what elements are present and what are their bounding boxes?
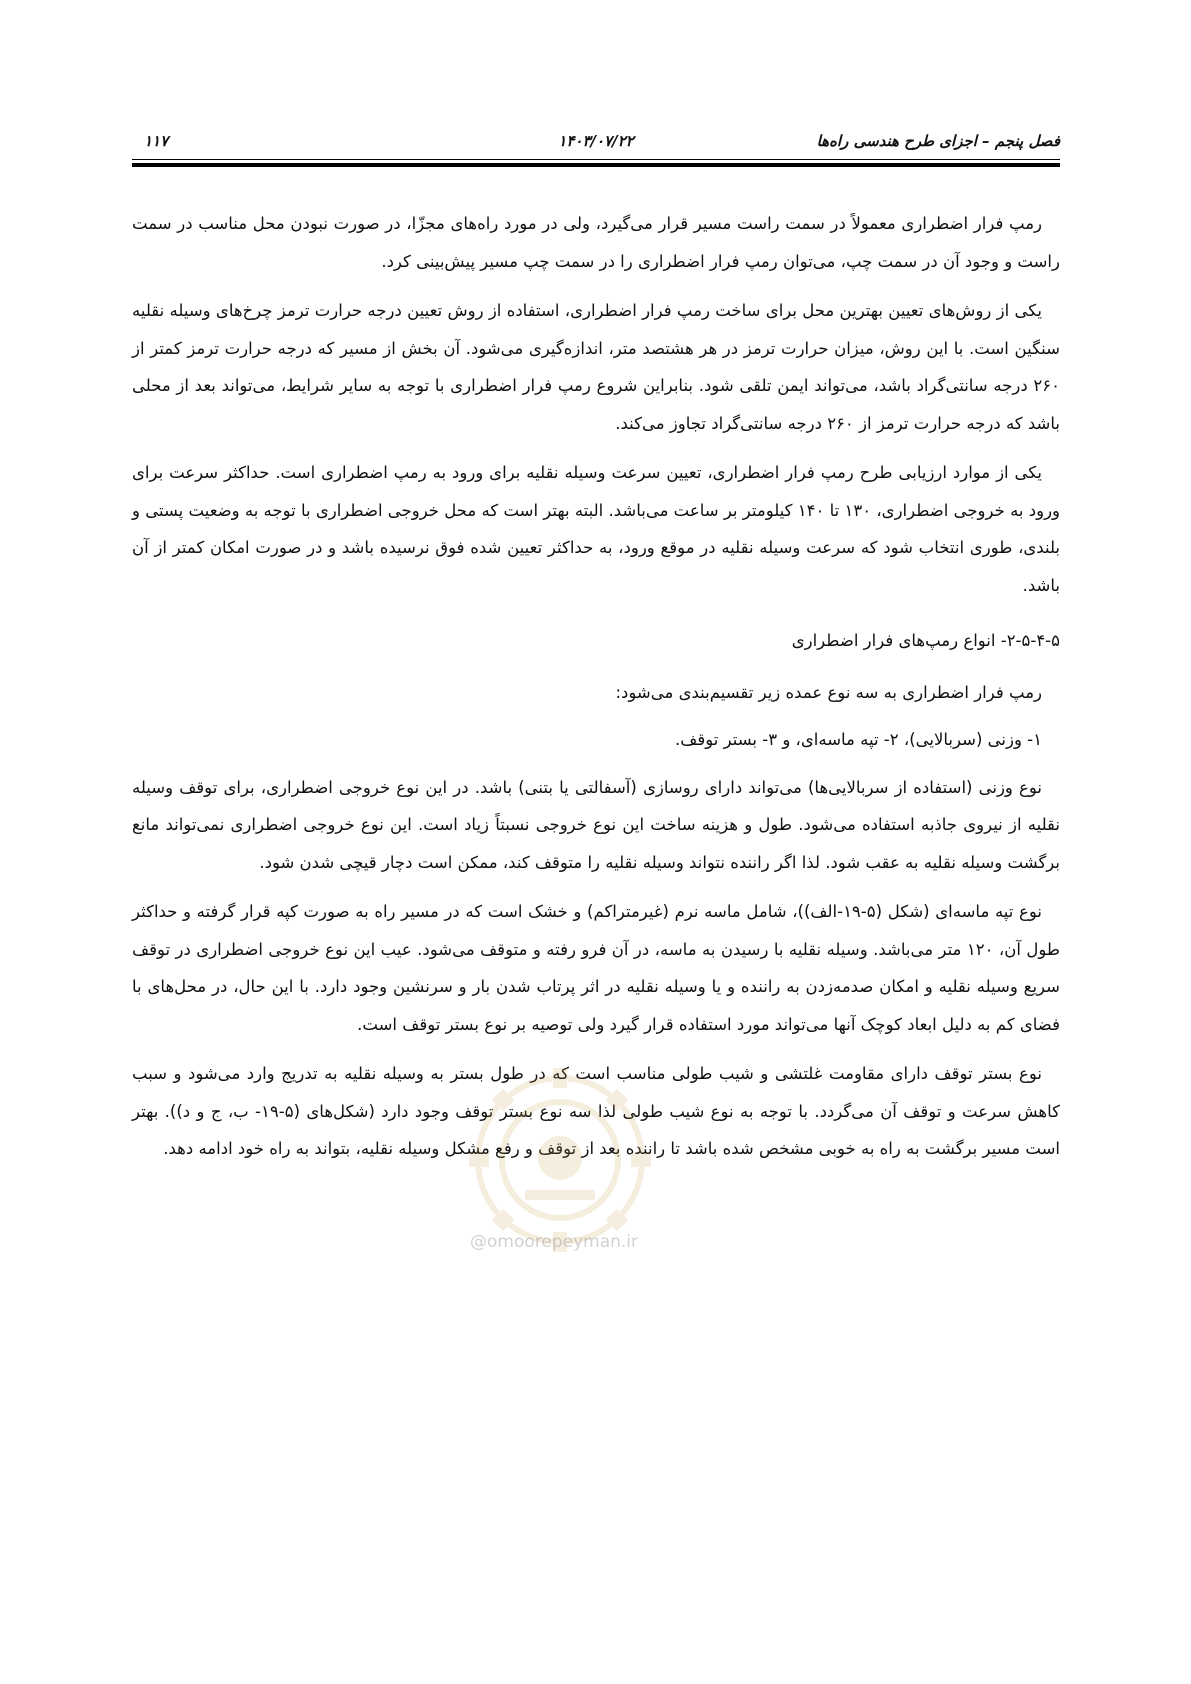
header-rule-thick xyxy=(132,163,1060,167)
paragraph: رمپ فرار اضطراری معمولاً در سمت راست مسیر قرار می‌گیرد، ولی در مورد راه‌های مجزّا، در صورت نبودن محل مناسب در سمت راست و وجود آن در سمت چپ، می‌توان رمپ فرار اضطراری را در سمت چپ مسیر پیش‌بینی کرد. xyxy=(132,214,1060,271)
watermark-url: @omoorepeyman.ir xyxy=(470,1232,639,1252)
header-rule-thin xyxy=(132,159,1060,160)
page-header xyxy=(132,128,1060,154)
list-line: ۱- وزنی (سربالایی)، ۲- تپه ماسه‌ای، و ۳- بستر توقف. xyxy=(675,730,1042,749)
paragraph: یکی از روش‌های تعیین بهترین محل برای ساخت رمپ فرار اضطراری، استفاده از روش تعیین درجه حرارت ترمز چرخ‌های وسیله نقلیه سنگین است. با این روش، میزان حرارت ترمز در هر هشتصد متر، اندازه‌گیری می‌شود. آن بخش از مسیر که درجه حرارت ترمز کمتر از ۲۶۰ درجه سانتی‌گراد باشد، می‌تواند ایمن تلقی شود. بنابراین شروع رمپ فرار اضطراری با توجه به سایر شرایط، می‌تواند بعد از محلی باشد که درجه حرارت ترمز از ۲۶۰ درجه سانتی‌گراد تجاوز می‌کند. xyxy=(132,301,1060,433)
chapter-title: فصل پنجم – اجزای طرح هندسی راه‌ها xyxy=(816,132,1060,150)
paragraph: یکی از موارد ارزیابی طرح رمپ فرار اضطراری، تعیین سرعت وسیله نقلیه برای ورود به رمپ اضطراری است. حداکثر سرعت برای ورود به خروجی اضطراری، ۱۳۰ تا ۱۴۰ کیلومتر بر ساعت می‌باشد. البته بهتر است که محل خروجی اضطراری با توجه به وضعیت پستی و بلندی، طوری انتخاب شود که سرعت وسیله نقلیه در موقع ورود، به حداکثر تعیین شده فوق نرسیده باشد و در صورت امکان کمتر از آن باشد. xyxy=(132,463,1061,595)
paragraph: نوع بستر توقف دارای مقاومت غلتشی و شیب طولی مناسب است که در طول بستر به وسیله نقلیه به تدریج وارد می‌شود و سبب کاهش سرعت و توقف آن می‌گردد. با توجه به نوع شیب طولی لذا سه نوع بستر توقف وجود دارد (شکل‌های (۵-۱۹- ب، ج و د)). بهتر است مسیر برگشت به راه به خوبی مشخص شده باشد تا راننده بعد از توقف و رفع مشکل وسیله نقلیه، بتواند به راه خود ادامه دهد. xyxy=(132,1064,1061,1158)
page-number: ۱۱۷ xyxy=(144,132,169,150)
section-heading: ۲-۵-۴-۵- انواع رمپ‌های فرار اضطراری xyxy=(791,631,1060,650)
paragraph: نوع وزنی (استفاده از سربالایی‌ها) می‌تواند دارای روسازی (آسفالتی یا بتنی) باشد. در این نوع خروجی اضطراری، برای توقف وسیله نقلیه از نیروی جاذبه استفاده می‌شود. طول و هزینه ساخت این نوع خروجی نسبتاً زیاد است. این نوع خروجی اضطراری نمی‌تواند مانع برگشت وسیله نقلیه به عقب شود. لذا اگر راننده نتواند وسیله نقلیه را متوقف کند، ممکن است دچار قیچی شدن شود. xyxy=(132,777,1060,872)
body-text xyxy=(132,205,1060,1180)
paragraph: رمپ فرار اضطراری به سه نوع عمده زیر تقسیم‌بندی می‌شود: xyxy=(615,682,1042,702)
header-date: ۱۴۰۳/۰۷/۲۲ xyxy=(558,132,634,150)
paragraph: نوع تپه ماسه‌ای (شکل (۵-۱۹-الف))، شامل ماسه نرم (غیرمتراکم) و خشک است که در مسیر راه به صورت کپه قرار گرفته و حداکثر طول آن، ۱۲۰ متر می‌باشد. وسیله نقلیه با رسیدن به ماسه، در آن فرو رفته و متوقف می‌شود. عیب این نوع خروجی اضطراری در توقف سریع وسیله نقلیه و امکان صدمه‌زدن به راننده و یا وسیله نقلیه در اثر پرتاب شدن بار و سرنشین وجود دارد. با این حال، در محل‌های با فضای کم به دلیل ابعاد کوچک آنها می‌تواند مورد استفاده قرار گیرد ولی توصیه بر نوع بستر توقف است. xyxy=(132,902,1060,1034)
